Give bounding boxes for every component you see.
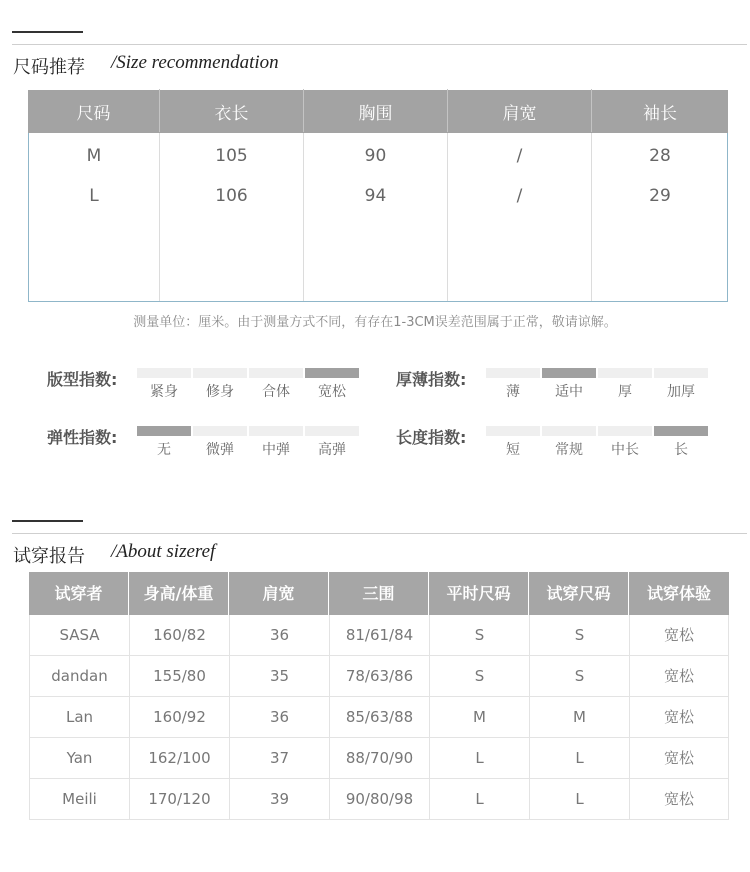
scale-segment: [249, 426, 303, 436]
table-cell: 36: [229, 697, 329, 738]
table-row: [29, 697, 729, 738]
size-section-title: 尺码推荐: [13, 57, 85, 78]
table-row: [29, 779, 729, 820]
table-cell: 宽松: [629, 656, 729, 697]
section-accent-line: [12, 31, 83, 33]
size-header-cell: 衣长: [214, 104, 249, 124]
size-cell: 29: [649, 186, 671, 206]
section-divider: [12, 533, 747, 534]
table-cell: L: [429, 779, 529, 820]
table-row: [29, 656, 729, 697]
table-cell: 37: [229, 738, 329, 779]
fit-index-label: 版型指数:: [47, 370, 118, 389]
size-table-header: [28, 90, 728, 133]
table-cell: 90/80/98: [329, 779, 429, 820]
size-cell: M: [86, 146, 102, 166]
scale-segment: [542, 368, 596, 378]
scale-option-label: 长: [674, 442, 688, 458]
scale-segment: [305, 368, 359, 378]
scale-segment: [137, 426, 191, 436]
scale-option-label: 薄: [506, 384, 520, 400]
table-cell: dandan: [29, 656, 129, 697]
thickness-index-label: 厚薄指数:: [396, 370, 467, 389]
scale-option-label: 常规: [555, 442, 583, 458]
table-cell: L: [429, 738, 529, 779]
scale-option-label: 加厚: [667, 384, 695, 400]
scale-segment: [542, 426, 596, 436]
table-row: [29, 615, 729, 656]
table-row: [29, 738, 729, 779]
table-cell: 宽松: [629, 697, 729, 738]
scale-option-label: 短: [506, 442, 520, 458]
size-cell: /: [516, 186, 523, 206]
table-cell: 宽松: [629, 615, 729, 656]
measurement-note: 测量单位：厘米。由于测量方式不同，有存在1-3CM误差范围属于正常，敬请谅解。: [133, 315, 617, 330]
size-cell: L: [89, 186, 99, 206]
size-section-subtitle: /Size recommendation: [111, 52, 279, 73]
elasticity-index-label: 弹性指数:: [47, 428, 118, 447]
fitting-section-subtitle: /About sizeref: [111, 541, 216, 562]
scale-option-label: 微弹: [206, 442, 234, 458]
scale-option-label: 中长: [611, 442, 639, 458]
table-cell: 宽松: [629, 738, 729, 779]
table-cell: S: [529, 615, 629, 656]
table-header-cell: 试穿者: [29, 572, 128, 615]
size-cell: 28: [649, 146, 671, 166]
table-cell: 78/63/86: [329, 656, 429, 697]
size-cell: 106: [215, 186, 248, 206]
size-header-cell: 胸围: [358, 104, 393, 124]
scale-option-label: 紧身: [150, 384, 178, 400]
scale-option-label: 厚: [618, 384, 632, 400]
section-accent-line: [12, 520, 83, 522]
size-cell: 105: [215, 146, 248, 166]
table-cell: 81/61/84: [329, 615, 429, 656]
scale-option-label: 高弹: [318, 442, 346, 458]
fitting-section-title: 试穿报告: [13, 546, 85, 567]
scale-option-label: 中弹: [262, 442, 290, 458]
table-cell: 39: [229, 779, 329, 820]
size-cell: 94: [364, 186, 387, 206]
scale-option-label: 适中: [555, 384, 583, 400]
table-cell: 160/82: [129, 615, 229, 656]
size-cell: 90: [364, 146, 387, 166]
scale-segment: [486, 368, 540, 378]
scale-segment: [654, 426, 708, 436]
scale-option-label: 合体: [262, 384, 290, 400]
scale-segment: [137, 368, 191, 378]
table-cell: 160/92: [129, 697, 229, 738]
table-cell: L: [529, 779, 629, 820]
scale-option-label: 宽松: [318, 384, 346, 400]
table-cell: 85/63/88: [329, 697, 429, 738]
table-cell: S: [429, 656, 529, 697]
table-cell: M: [529, 697, 629, 738]
table-cell: 36: [229, 615, 329, 656]
table-header-cell: 平时尺码: [429, 572, 528, 615]
size-header-cell: 袖长: [643, 104, 677, 124]
length-index-label: 长度指数:: [396, 428, 467, 447]
scale-segment: [486, 426, 540, 436]
table-header-cell: 试穿尺码: [529, 572, 628, 615]
table-cell: 162/100: [129, 738, 229, 779]
size-cell: /: [516, 146, 523, 166]
size-header-cell: 肩宽: [502, 104, 537, 124]
table-cell: S: [529, 656, 629, 697]
scale-option-label: 无: [157, 442, 171, 458]
table-cell: Meili: [29, 779, 129, 820]
table-cell: 宽松: [629, 779, 729, 820]
scale-segment: [305, 426, 359, 436]
table-cell: L: [529, 738, 629, 779]
table-cell: 170/120: [129, 779, 229, 820]
scale-segment: [249, 368, 303, 378]
scale-segment: [598, 368, 652, 378]
table-header-cell: 肩宽: [229, 572, 328, 615]
table-cell: SASA: [29, 615, 129, 656]
table-cell: 88/70/90: [329, 738, 429, 779]
scale-segment: [598, 426, 652, 436]
scale-segment: [193, 426, 247, 436]
section-divider: [12, 44, 747, 45]
scale-segment: [654, 368, 708, 378]
table-cell: 35: [229, 656, 329, 697]
table-cell: M: [429, 697, 529, 738]
scale-option-label: 修身: [206, 384, 234, 400]
table-header-cell: 三围: [329, 572, 428, 615]
table-cell: Yan: [29, 738, 129, 779]
table-cell: Lan: [29, 697, 129, 738]
size-header-cell: 尺码: [76, 104, 111, 124]
table-header-cell: 试穿体验: [629, 572, 729, 615]
scale-segment: [193, 368, 247, 378]
table-header-cell: 身高/体重: [129, 572, 228, 615]
table-cell: 155/80: [129, 656, 229, 697]
table-header-row: [29, 572, 729, 615]
size-table: [28, 90, 728, 302]
table-cell: S: [429, 615, 529, 656]
